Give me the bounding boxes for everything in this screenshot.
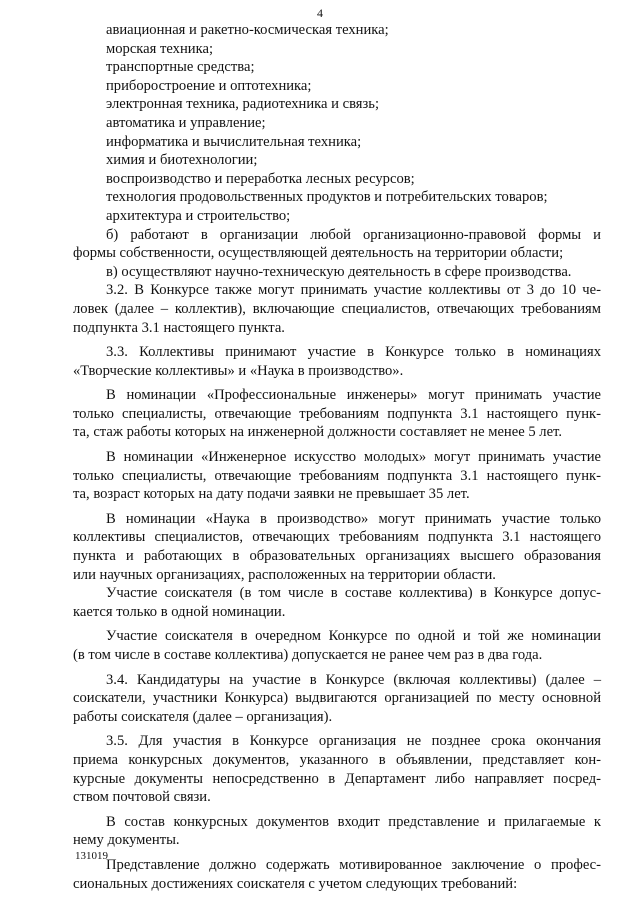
text-line: нему документы. [73, 832, 180, 849]
text-line: сиональных достижениях соискателя с учетом следующих требований: [73, 875, 518, 892]
text-line: В номинации «Инженерное искусство молодых» могут принимать участие [106, 449, 601, 466]
text-line: кается только в одной номинации. [73, 603, 286, 620]
text-line: курсные документы непосредственно в Департамент либо направляет посред- [73, 770, 601, 787]
list-item: технология продовольственных продуктов и потребительских товаров; [106, 189, 548, 206]
page-number: 4 [317, 6, 323, 20]
text-line: работы соискателя (далее – организация). [73, 708, 333, 725]
text-line: В состав конкурсных документов входит представление и прилагаемые к [106, 813, 601, 830]
paragraph-3-3 [73, 343, 601, 380]
footer-code: 131019 [75, 850, 108, 862]
text-line: В номинации «Профессиональные инженеры» могут принимать участие [106, 387, 601, 404]
list-item: архитектура и строительство; [106, 207, 291, 224]
paragraph-3-2 [73, 281, 601, 337]
paragraph-repeat-participation [73, 627, 601, 664]
text-line: 3.3. Коллективы принимают участие в Конкурсе только в номинациях [106, 344, 601, 361]
list-item: воспроизводство и переработка лесных ресурсов; [106, 170, 415, 187]
text-line: формы собственности, осуществляющей деятельность на территории области; [73, 245, 564, 262]
text-line: Представление должно содержать мотивированное заключение о профес- [106, 856, 601, 873]
text-line: только специалисты, отвечающие требованиям подпункта 3.1 настоящего пунк- [73, 467, 601, 484]
paragraph-representation-content [73, 856, 601, 893]
text-line: та, стаж работы которых на инженерной должности составляет не менее 5 лет. [73, 424, 562, 441]
list-item: электронная техника, радиотехника и связь; [106, 96, 379, 113]
text-line: или научных организациях, расположенных на территории области. [73, 566, 496, 583]
text-line: 3.2. В Конкурсе также могут принимать участие коллективы от 3 до 10 че- [106, 282, 601, 299]
text-line: (в том числе в составе коллектива) допускается не ранее чем раз в два года. [73, 647, 543, 663]
text-line: б) работают в организации любой организационно-правовой формы и [106, 226, 601, 243]
list-item: авиационная и ракетно-космическая техника; [106, 22, 389, 38]
text-line: коллективы специалистов, отвечающих требованиям подпункта 3.1 настоящего [73, 529, 601, 546]
text-line: «Творческие коллективы» и «Наука в производство». [73, 362, 404, 379]
text-line: ством почтовой связи. [73, 789, 211, 806]
text-line: Участие соискателя (в том числе в составе коллектива) в Конкурсе допус- [106, 585, 601, 602]
list-item: морская техника; [106, 40, 213, 57]
list-item: химия и биотехнологии; [106, 152, 258, 169]
paragraph-nomination-young [73, 448, 601, 504]
paragraph-nomination-science [73, 510, 601, 584]
list-item: транспортные средства; [106, 59, 255, 76]
text-line: в) осуществляют научно-техническую деятельность в сфере производства. [106, 263, 572, 280]
text-line: пункта и работающих в образовательных организациях высшего образования [73, 548, 601, 565]
paragraph-documents-composition [73, 813, 601, 850]
list-item: автоматика и управление; [106, 114, 266, 131]
list-item: приборостроение и оптотехника; [106, 77, 312, 94]
paragraph-nomination-professional [73, 386, 601, 442]
text-line: подпункта 3.1 настоящего пункта. [73, 319, 285, 336]
text-line: соискатели, участники Конкурса) выдвигаются организацией по месту основной [73, 690, 601, 707]
text-line: 3.4. Кандидатуры на участие в Конкурсе (включая коллективы) (далее – [106, 671, 601, 688]
text-line: приема конкурсных документов, указанного в объявлении, представляет кон- [73, 751, 601, 768]
text-line: В номинации «Наука в производство» могут принимать участие только [106, 510, 601, 527]
paragraph-single-nomination [73, 584, 601, 621]
text-line: та, возраст которых на дату подачи заявки не превышает 35 лет. [73, 486, 470, 503]
text-line: только специалисты, отвечающие требованиям подпункта 3.1 настоящего пунк- [73, 405, 601, 422]
paragraph-condition-v [73, 263, 601, 282]
text-line: Участие соискателя в очередном Конкурсе по одной и той же номинации [106, 628, 601, 645]
paragraph-condition-b [73, 226, 601, 263]
paragraph-3-4 [73, 671, 601, 727]
list-item: информатика и вычислительная техника; [106, 133, 362, 150]
paragraph-3-5 [73, 732, 601, 806]
text-line: ловек (далее – коллектив), включающие специалистов, отвечающих требованиям [73, 300, 601, 317]
document-body [73, 21, 601, 893]
text-line: 3.5. Для участия в Конкурсе организация не позднее срока окончания [106, 733, 601, 750]
